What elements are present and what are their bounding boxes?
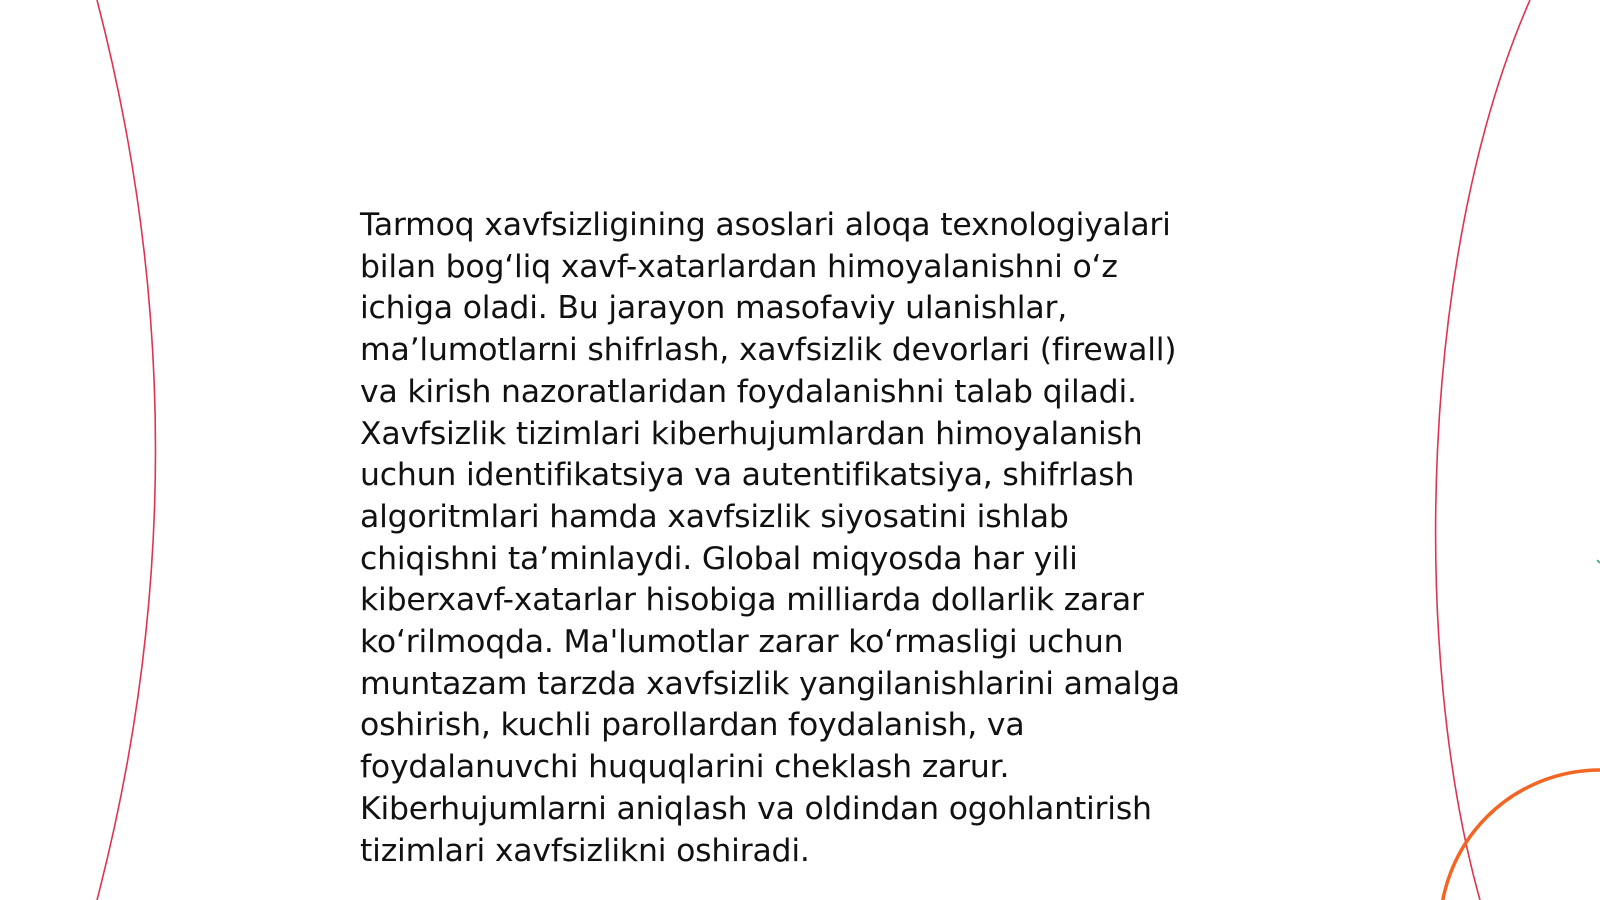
paragraph-line: ko‘rilmoqda. Ma'lumotlar zarar ko‘rmasligi uchun [360,624,1124,661]
body-paragraph [360,205,1220,872]
paragraph-line: va kirish nazoratlaridan foydalanishni talab qiladi. [360,373,1137,410]
paragraph-line: oshirish, kuchli parollardan foydalanish, va [360,707,1025,744]
paragraph-line: foydalanuvchi huquqlarini cheklash zarur. [360,749,1010,786]
paragraph-line: muntazam tarzda xavfsizlik yangilanishlarini amalga [360,665,1180,702]
left-curve-line [97,0,156,900]
paragraph-line: algoritmlari hamda xavfsizlik siyosatini ishlab [360,498,1069,535]
paragraph-line: tizimlari xavfsizlikni oshiradi. [360,832,810,869]
paragraph-line: Kiberhujumlarni aniqlash va oldindan ogohlantirish [360,790,1152,827]
right-curve-line [1436,0,1530,900]
paragraph-line: Tarmoq xavfsizligining asoslari aloqa texnologiyalari [360,207,1171,243]
paragraph-line: uchun identifikatsiya va autentifikatsiya, shifrlash [360,457,1135,494]
paragraph-line: bilan bog‘liq xavf-xatarlardan himoyalanishni o‘z [360,248,1118,285]
paragraph-line: chiqishni ta’minlaydi. Global miqyosda har yili [360,540,1078,577]
paragraph-line: ma’lumotlarni shifrlash, xavfsizlik devorlari (firewall) [360,332,1177,369]
paragraph-line: ichiga oladi. Bu jarayon masofaviy ulanishlar, [360,290,1068,327]
paragraph-line: Xavfsizlik tizimlari kiberhujumlardan himoyalanish [360,415,1143,452]
paragraph-line: kiberxavf-xatarlar hisobiga milliarda dollarlik zarar [360,582,1144,619]
